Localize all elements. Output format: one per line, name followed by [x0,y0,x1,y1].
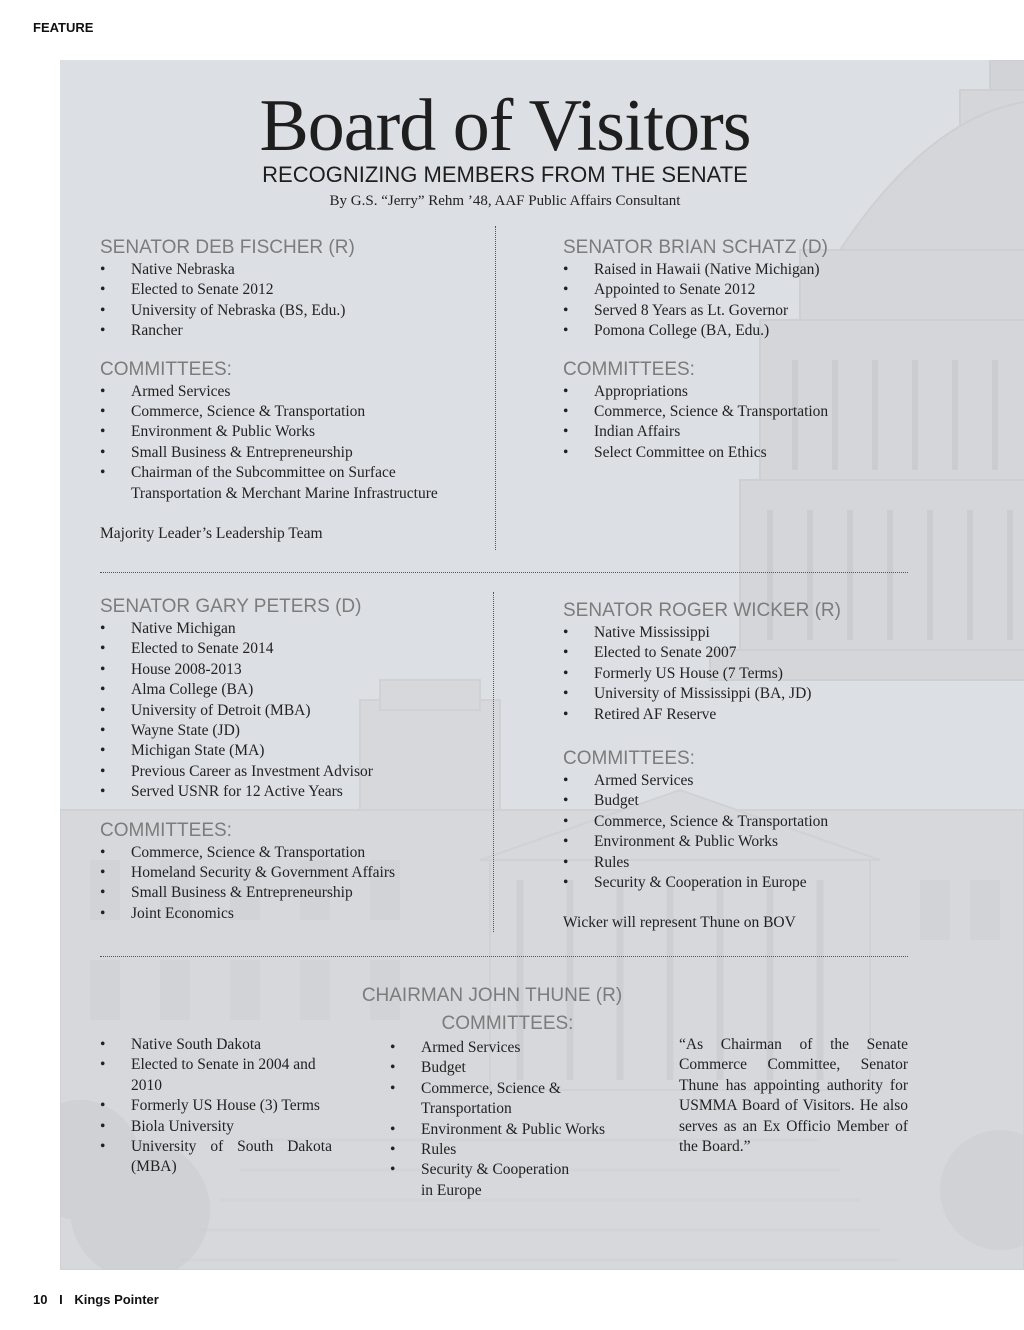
publication-name: Kings Pointer [74,1292,159,1307]
committees-heading: COMMITTEES: [100,819,232,841]
list-item: • Small Business & Entrepreneurship [100,443,490,463]
bio-list [100,1035,332,1178]
thune-committees-section [390,1012,625,1201]
article-byline: By G.S. “Jerry” Rehm ’48, AAF Public Affairs Consultant [329,193,681,209]
row-divider [100,572,908,573]
senator-fischer-section [100,236,490,544]
list-item: • Elected to Senate in 2004 and 2010 [100,1055,332,1096]
article-subtitle: RECOGNIZING MEMBERS FROM THE SENATE [262,162,748,187]
senator-name: SENATOR BRIAN SCHATZ (D) [563,237,828,258]
list-item: • Commerce, Science & Transportation [100,402,490,422]
list-item: • Formerly US House (7 Terms) [563,664,908,684]
column-divider [493,592,494,932]
list-item: • Elected to Senate 2014 [100,639,490,659]
list-item: • Armed Services [390,1038,625,1058]
list-item: • Environment & Public Works [390,1120,625,1140]
committees-list [100,843,490,925]
senator-name: SENATOR DEB FISCHER (R) [100,237,355,258]
list-item: • Served 8 Years as Lt. Governor [563,301,908,321]
senator-name: CHAIRMAN JOHN THUNE (R) [361,985,623,1006]
list-item: • University of Detroit (MBA) [100,701,490,721]
list-item: • Retired AF Reserve [563,705,908,725]
chairman-thune-heading-block [300,984,684,1008]
thune-bio-section [100,1035,332,1178]
list-item: • Budget [390,1058,625,1078]
committees-heading: COMMITTEES: [100,358,232,380]
bio-list [563,260,908,342]
list-item: • Native Michigan [100,619,490,639]
list-item: • Security & Cooperation in Europe [563,873,908,893]
leadership-note: Majority Leader’s Leadership Team [100,525,323,543]
committees-list [390,1038,625,1201]
list-item: • Armed Services [563,771,908,791]
list-item: • Indian Affairs [563,422,908,442]
list-item: • Rancher [100,321,490,341]
list-item: • Environment & Public Works [563,832,908,852]
list-item: • Wayne State (JD) [100,721,490,741]
list-item: • Appointed to Senate 2012 [563,280,908,300]
list-item: • Commerce, Science & Transportation [390,1079,591,1120]
list-item: • Rules [563,853,908,873]
list-item: • Armed Services [100,382,490,402]
list-item: • Raised in Hawaii (Native Michigan) [563,260,908,280]
column-divider [495,226,496,550]
page-footer [33,1292,159,1307]
senator-schatz-section [563,236,908,463]
bio-list [100,260,490,342]
list-item: • Small Business & Entrepreneurship [100,883,490,903]
list-item: • Commerce, Science & Transportation [563,402,908,422]
bio-list [563,623,908,725]
list-item: • Environment & Public Works [100,422,490,442]
list-item: • Rules [390,1140,625,1160]
list-item: • Previous Career as Investment Advisor [100,762,490,782]
committees-heading: COMMITTEES: [441,1013,574,1034]
list-item: • Joint Economics [100,904,490,924]
committees-heading: COMMITTEES: [563,748,695,770]
senator-wicker-section [563,599,908,933]
list-item: • Michigan State (MA) [100,741,490,761]
list-item: • Formerly US House (3) Terms [100,1096,332,1116]
list-item: • Chairman of the Subcommittee on Surface Transportation & Merchant Marine Infrastructure [100,463,451,504]
senator-name: SENATOR ROGER WICKER (R) [563,600,841,621]
list-item: • University of Mississippi (BA, JD) [563,684,908,704]
list-item: • Served USNR for 12 Active Years [100,782,490,802]
section-tag: FEATURE [33,20,94,35]
senator-name: SENATOR GARY PETERS (D) [100,596,362,617]
footer-separator: I [59,1292,63,1307]
list-item: • Native South Dakota [100,1035,332,1055]
list-item: • Commerce, Science & Transportation [563,812,908,832]
list-item: • Alma College (BA) [100,680,490,700]
page-number: 10 [33,1292,48,1307]
committees-list [563,771,908,893]
list-item: • Biola University [100,1117,332,1137]
bio-list [100,619,490,803]
committees-heading: COMMITTEES: [563,358,695,380]
thune-quote: “As Chairman of the Senate Commerce Committee, Senator Thune has appointing authority for USMMA Board of Visitors. He also serves as an Ex Officio Member of the Board.” [679,1036,908,1156]
list-item: • Security & Cooperation in Europe [390,1160,581,1201]
list-item: • Commerce, Science & Transportation [100,843,490,863]
representation-note: Wicker will represent Thune on BOV [563,914,796,932]
list-item: • Budget [563,791,908,811]
list-item: • Pomona College (BA, Edu.) [563,321,908,341]
list-item: • Native Nebraska [100,260,490,280]
row-divider [100,956,908,957]
list-item: • Elected to Senate 2012 [100,280,490,300]
list-item: • Select Committee on Ethics [563,443,908,463]
article-title: Board of Visitors [259,85,751,167]
list-item: • House 2008-2013 [100,660,490,680]
list-item: • University of South Dakota (MBA) [100,1137,332,1178]
senator-peters-section [100,595,490,924]
list-item: • Elected to Senate 2007 [563,643,908,663]
list-item: • University of Nebraska (BS, Edu.) [100,301,490,321]
committees-list [563,382,908,464]
committees-list [100,382,490,504]
list-item: • Appropriations [563,382,908,402]
list-item: • Homeland Security & Government Affairs [100,863,490,883]
list-item: • Native Mississippi [563,623,908,643]
